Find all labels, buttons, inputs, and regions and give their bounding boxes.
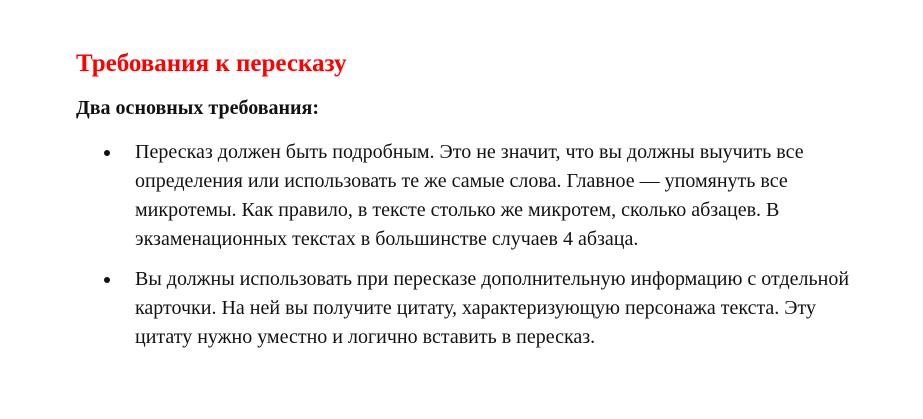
bullet-icon [104,277,110,283]
page-title: Требования к пересказу [76,50,347,77]
list-item [101,265,861,352]
bullet-icon [104,150,110,156]
list-item-text: Вы должны использовать при пересказе дополнительную информацию с отдельной карточки. На ней вы получите цитату, характеризующую персонажа текста. Эту цитату нужно уместно и логично вставить в пересказ. [135,268,850,348]
requirements-list [101,138,861,363]
list-item-text: Пересказ должен быть подробным. Это не значит, что вы должны выучить все определения или использовать те же самые слова. Главное — упомянуть все микротемы. Как правило, в тексте столько же микротем, сколько абзацев. В экзаменационных текстах в большинстве случаев 4 абзаца. [135,141,804,250]
list-item [101,138,861,254]
section-subtitle: Два основных требования: [76,97,320,119]
